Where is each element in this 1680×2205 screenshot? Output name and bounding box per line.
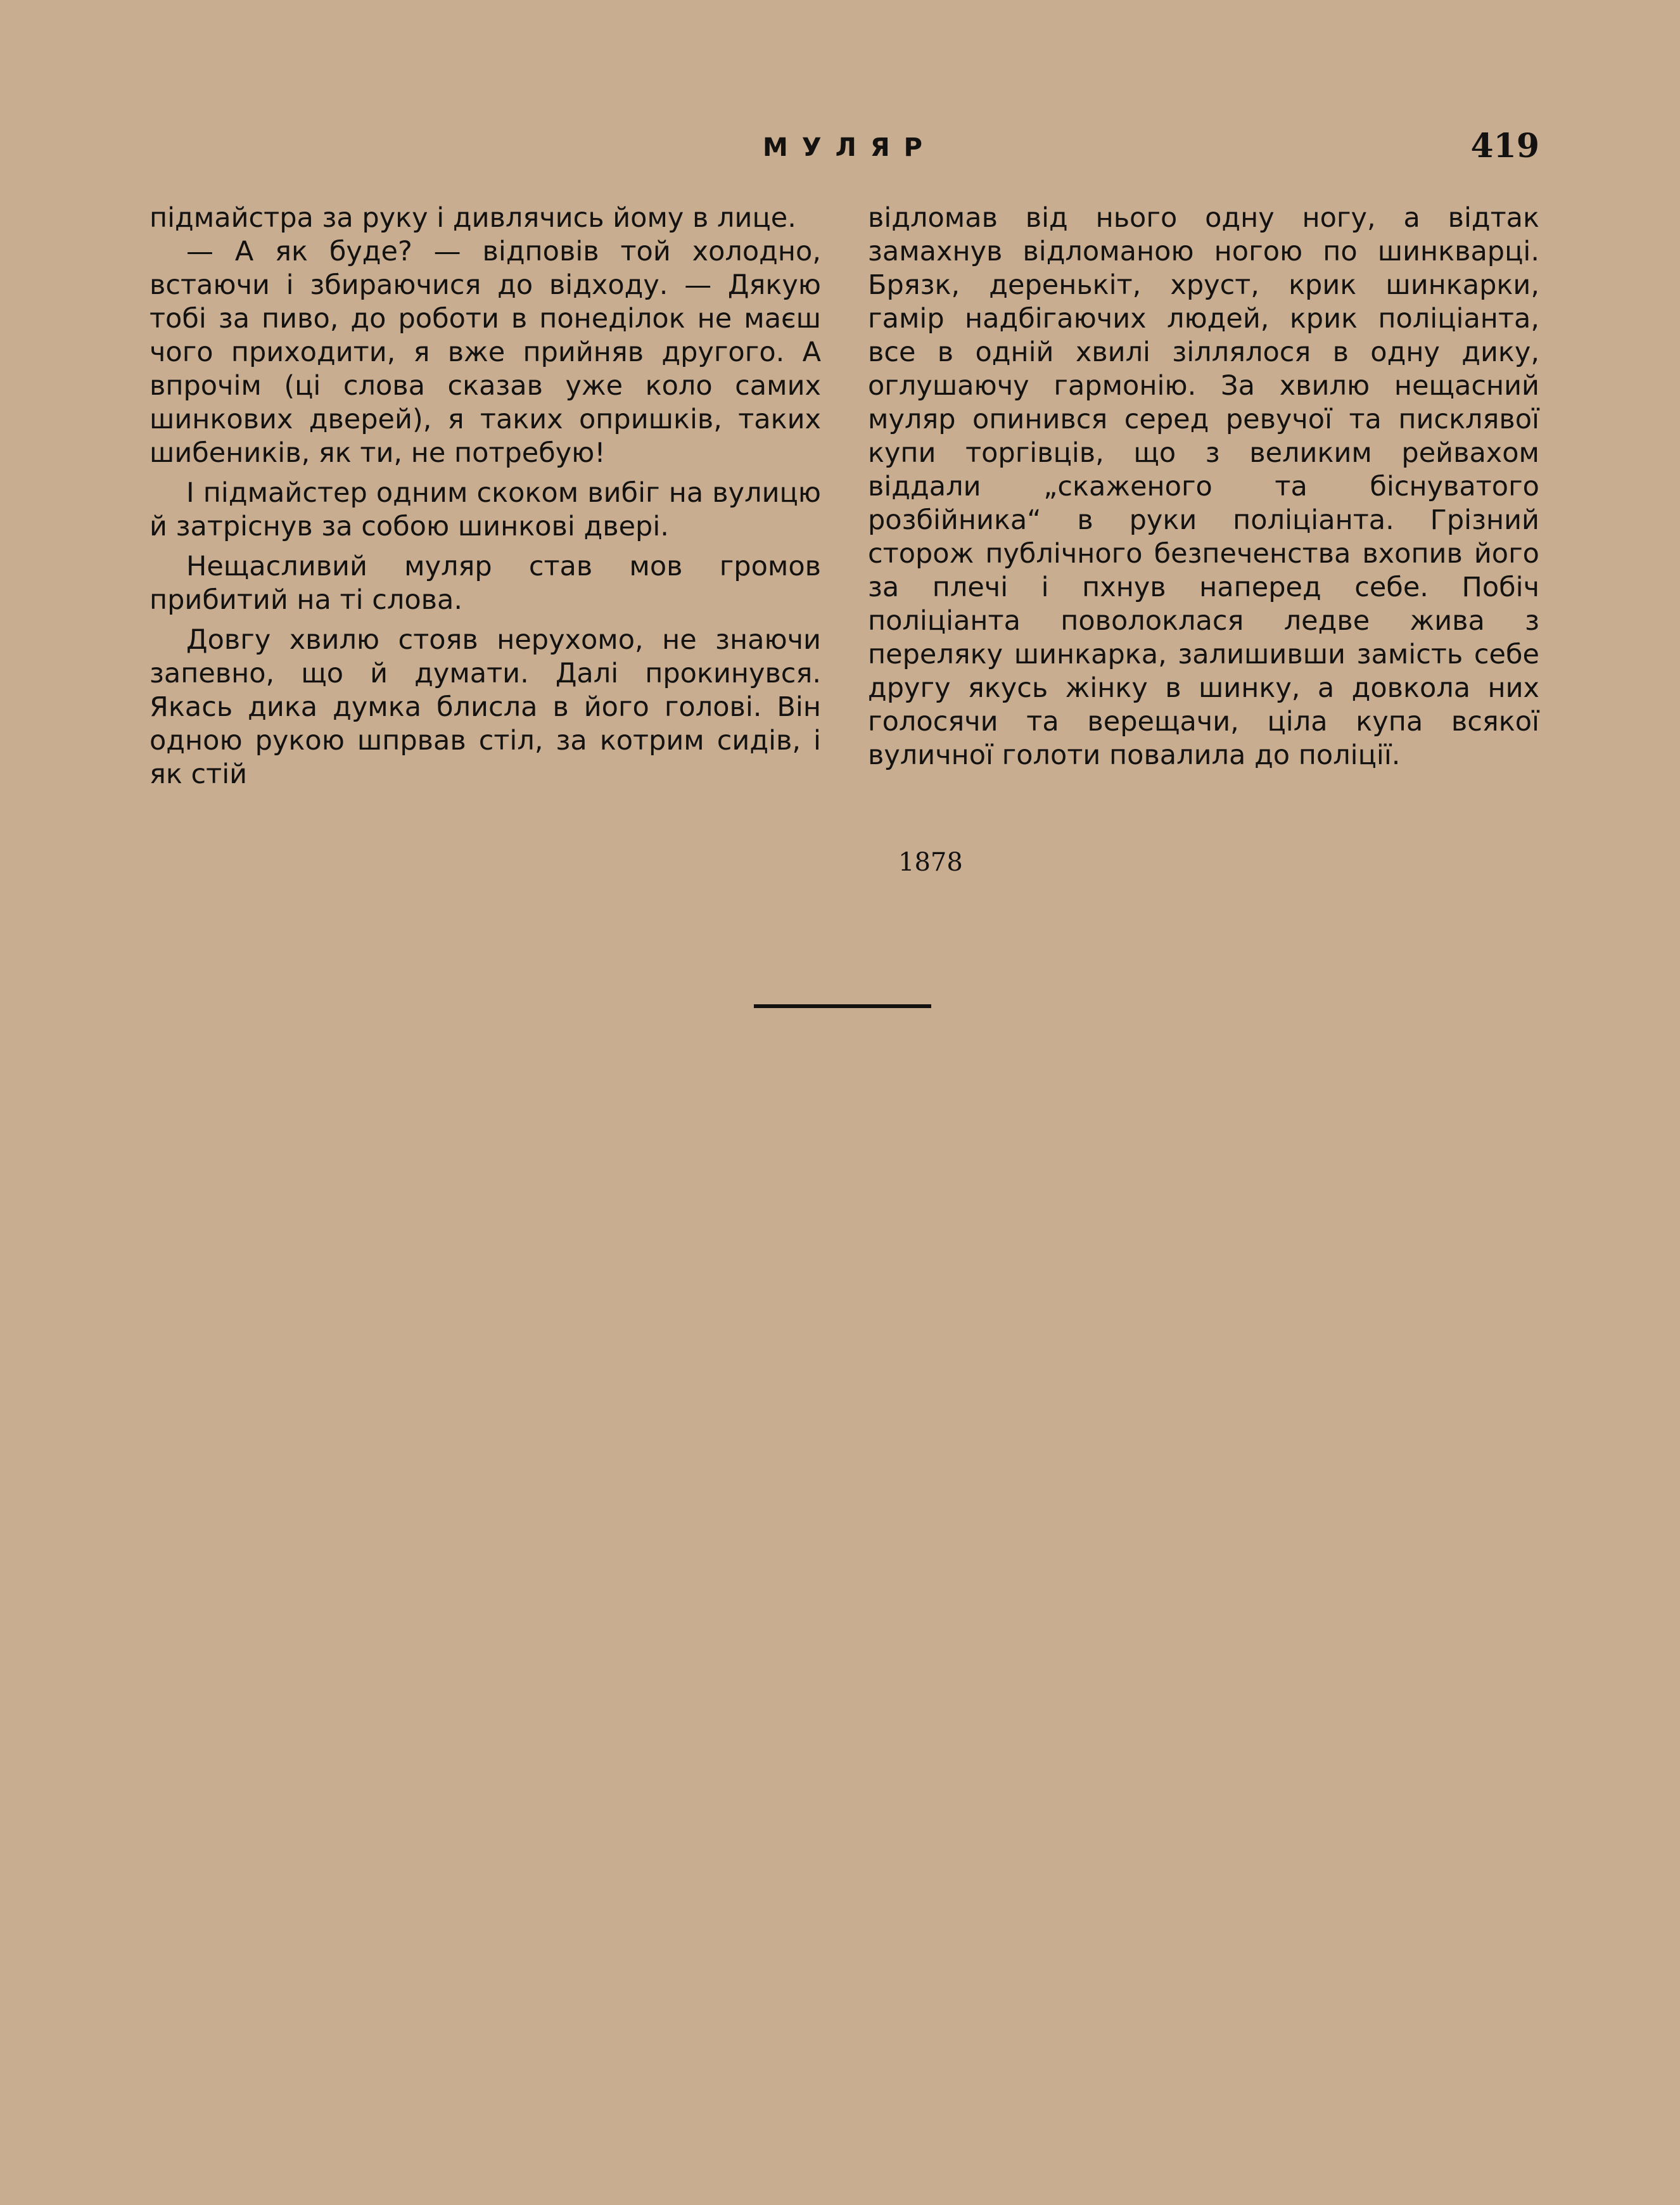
- paragraph: І підмайстер одним скоком вибіг на вулицю й затріснув за собою шинкові двері.: [150, 477, 821, 542]
- page-header: [146, 127, 1539, 171]
- paragraph: підмайстра за руку і дивлячись йому в лице.: [150, 202, 796, 234]
- paragraph: — А як буде? — відповів той холодно, встаючи і збираючися до відходу. — Дякую тобі за пиво, до роботи в понеділок не маєш чого приходити, я вже прийняв другого. А впрочім (ці слова сказав уже коло самих шинкових дверей), я таких опришків, таких шибеників, як ти, не потребую!: [150, 236, 821, 469]
- paragraph: Довгу хвилю стояв нерухомо, не знаючи запевно, що й думати. Далі прокинувся. Якась дика думка блисла в його голові. Він одною рукою шпрвав стіл, за котрим сидів, і як стій: [150, 624, 821, 790]
- date-line: 1878: [898, 848, 963, 877]
- page-number: 419: [1470, 127, 1539, 165]
- paragraph: Нещасливий муляр став мов громов прибитий на ті слова.: [150, 551, 821, 616]
- right-column: [868, 201, 1539, 772]
- paragraph: відломав від нього одну ногу, а відтак замахнув відломаною ногою по шинкварці. Брязк, деренькіт, хруст, крик шинкарки, гамір надбігаючих людей, крик поліціанта, все в одній хвилі зіллялося в одну дику, оглушаючу гармонію. За хвилю нещасний муляр опинився серед ревучої та писклявої купи торгівців, що з великим рейвахом віддали „скаженого та біснуватого розбійника“ в руки поліціанта. Грізний сторож публічного безпеченства вхопив його за плечі і пхнув наперед себе. Побіч поліціанта поволоклася ледве жива з переляку шинкарка, залишивши замість себе другу якусь жінку в шинку, а довкола них голосячи та верещачи, ціла купа всякої вуличної голоти повалила до поліції.: [868, 202, 1539, 771]
- end-rule: [754, 1004, 931, 1008]
- left-column: [150, 201, 821, 791]
- running-title: МУЛЯР: [763, 133, 936, 162]
